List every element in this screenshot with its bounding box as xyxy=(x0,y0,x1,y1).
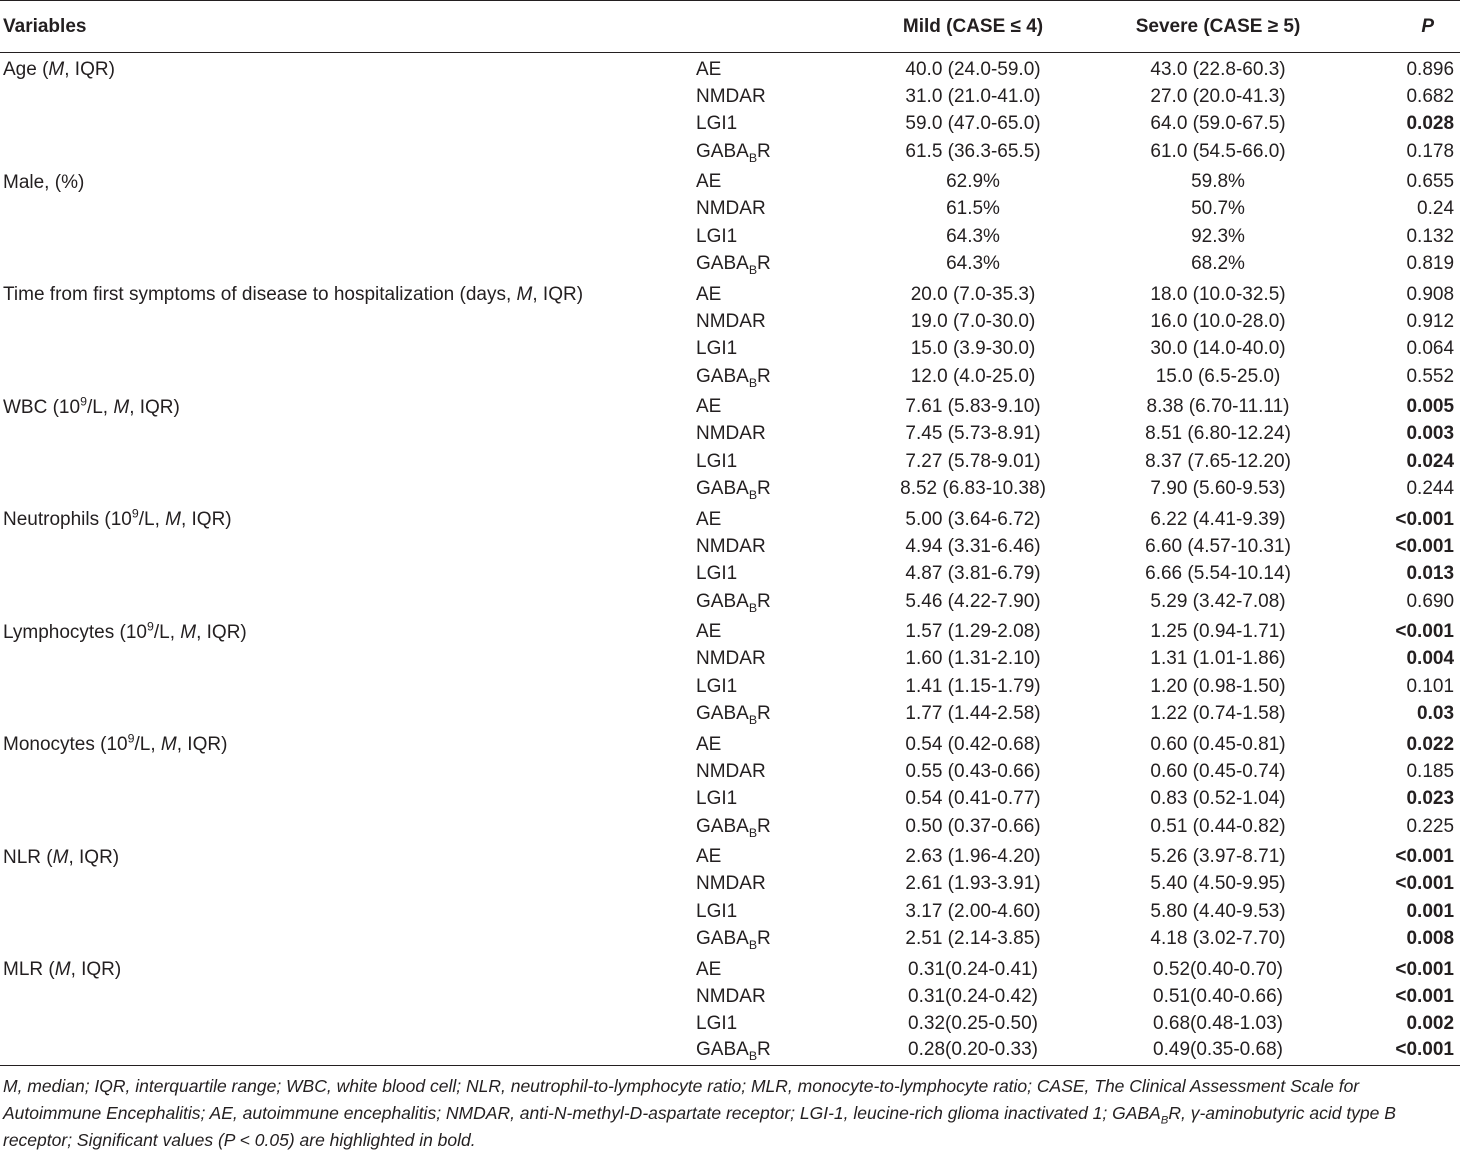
cell-group: AE xyxy=(696,621,722,642)
cell-p-value: <0.001 xyxy=(1395,958,1455,980)
cell-mild: 7.61 (5.83-9.10) xyxy=(905,396,1041,417)
cell-severe: 5.29 (3.42-7.08) xyxy=(1150,590,1286,612)
cell-mild: 5.00 (3.64-6.72) xyxy=(905,508,1041,530)
cell-severe: 6.22 (4.41-9.39) xyxy=(1150,508,1286,530)
cell-mild: 4.87 (3.81-6.79) xyxy=(905,563,1041,585)
cell-severe: 59.8% xyxy=(1191,171,1245,192)
cell-p-value: 0.178 xyxy=(1406,140,1455,162)
cell-variable xyxy=(0,898,690,926)
cell-severe: 0.52(0.40-0.70) xyxy=(1153,958,1283,980)
cell-severe: 27.0 (20.0-41.3) xyxy=(1150,85,1286,107)
table-row xyxy=(0,841,1460,871)
cell-group: AE xyxy=(696,958,722,980)
cell-variable xyxy=(0,701,690,729)
cell-group: AE xyxy=(696,508,722,530)
cell-variable xyxy=(0,363,690,391)
cell-group: $GABA_BR$ xyxy=(696,703,771,728)
cell-variable xyxy=(0,533,690,561)
table-row xyxy=(0,898,1460,926)
cell-mild: 59.0 (47.0-65.0) xyxy=(905,113,1041,135)
table-header xyxy=(0,1,1460,53)
cell-group: $GABA_BR$ xyxy=(696,928,771,953)
cell-p-value: 0.03 xyxy=(1417,703,1455,725)
cell-mild: 61.5 (36.3-65.5) xyxy=(905,140,1041,162)
cell-severe: 68.2% xyxy=(1191,253,1245,275)
cell-group: $GABA_BR$ xyxy=(690,1038,850,1066)
cell-group: AE xyxy=(696,846,722,867)
cell-p-value: 0.185 xyxy=(1406,760,1455,782)
cell-mild: 20.0 (7.0-35.3) xyxy=(910,283,1036,305)
cell-severe: 1.20 (0.98-1.50) xyxy=(1150,675,1286,697)
cell-mild: 2.63 (1.96-4.20) xyxy=(905,846,1041,867)
cell-mild: 8.52 (6.83-10.38) xyxy=(900,478,1046,500)
cell-mild: 61.5% xyxy=(946,198,1000,220)
cell-group: AE xyxy=(696,396,722,417)
cell-group: $GABA_BR$ xyxy=(696,590,771,615)
header-mild: Mild (CASE ≤ 4) xyxy=(850,1,1096,53)
cell-variable: MLR (M, IQR) xyxy=(3,959,122,980)
cell-severe: 0.83 (0.52-1.04) xyxy=(1150,788,1286,810)
cell-variable xyxy=(0,251,690,279)
cell-p-value: 0.682 xyxy=(1406,85,1455,107)
cell-group: NMDAR xyxy=(696,423,766,445)
cell-severe: 61.0 (54.5-66.0) xyxy=(1150,140,1286,162)
cell-p-value: 0.225 xyxy=(1406,815,1455,837)
table-row xyxy=(0,758,1460,786)
header-variables: Variables xyxy=(0,1,850,53)
cell-p-value: <0.001 xyxy=(1395,621,1455,642)
cell-group: NMDAR xyxy=(696,198,766,220)
cell-severe: 0.51(0.40-0.66) xyxy=(1153,985,1283,1007)
cell-group: NMDAR xyxy=(696,310,766,332)
table-row xyxy=(0,83,1460,111)
table-row xyxy=(0,1011,1460,1039)
cell-severe: 8.51 (6.80-12.24) xyxy=(1145,423,1291,445)
cell-p-value: 0.008 xyxy=(1406,928,1455,950)
table-row xyxy=(0,363,1460,391)
cell-variable: Neutrophils ($10^9/L$, M, IQR) xyxy=(3,506,232,530)
cell-mild: 19.0 (7.0-30.0) xyxy=(910,310,1036,332)
cell-variable xyxy=(0,336,690,364)
table-row xyxy=(0,533,1460,561)
table-row xyxy=(0,111,1460,139)
cell-variable: WBC ($10^9/L$, M, IQR) xyxy=(3,394,180,418)
cell-variable xyxy=(0,111,690,139)
cell-variable xyxy=(0,813,690,841)
cell-variable: Lymphocytes ($10^9/L$, M, IQR) xyxy=(3,619,247,643)
cell-mild: 0.54 (0.42-0.68) xyxy=(905,733,1041,755)
cell-p-value: 0.001 xyxy=(1406,900,1455,922)
cell-variable xyxy=(0,983,690,1011)
table-row xyxy=(0,278,1460,308)
cell-severe: 64.0 (59.0-67.5) xyxy=(1150,113,1286,135)
cell-severe: 0.51 (0.44-0.82) xyxy=(1150,815,1286,837)
cell-variable: NLR (M, IQR) xyxy=(3,846,120,868)
cell-severe: 30.0 (14.0-40.0) xyxy=(1150,338,1286,360)
cell-variable xyxy=(0,1038,690,1066)
cell-p-value: 0.819 xyxy=(1406,253,1455,275)
table-row xyxy=(0,701,1460,729)
cell-mild: 0.55 (0.43-0.66) xyxy=(905,760,1041,782)
cell-group: LGI1 xyxy=(696,675,738,697)
cell-p-value: 0.064 xyxy=(1406,338,1455,360)
cell-variable xyxy=(0,196,690,224)
cell-mild: 12.0 (4.0-25.0) xyxy=(910,365,1036,387)
cell-mild: 0.54 (0.41-0.77) xyxy=(905,788,1041,810)
table-row xyxy=(0,1038,1460,1066)
cell-mild: 2.51 (2.14-3.85) xyxy=(905,928,1041,950)
cell-group: LGI1 xyxy=(696,788,738,810)
cell-severe: 18.0 (10.0-32.5) xyxy=(1150,283,1286,305)
cell-severe: 50.7% xyxy=(1191,198,1245,220)
cell-mild: 1.57 (1.29-2.08) xyxy=(905,621,1041,642)
cell-severe: 0.60 (0.45-0.74) xyxy=(1150,760,1286,782)
cell-mild: 64.3% xyxy=(946,253,1000,275)
table-row xyxy=(0,616,1460,646)
cell-p-value: 0.552 xyxy=(1406,365,1455,387)
cell-mild: 0.31(0.24-0.41) xyxy=(908,958,1038,980)
cell-mild: 1.60 (1.31-2.10) xyxy=(905,648,1041,670)
cell-group: LGI1 xyxy=(696,450,738,472)
cell-variable: Time from first symptoms of disease to hospitalization (days, M, IQR) xyxy=(3,284,584,305)
table-row xyxy=(0,673,1460,701)
cell-group: LGI1 xyxy=(696,225,738,247)
cell-group: AE xyxy=(696,733,722,755)
cell-p-value: 0.013 xyxy=(1406,563,1455,585)
cell-mild: 64.3% xyxy=(946,225,1000,247)
cell-variable: Male, (%) xyxy=(3,171,85,193)
cell-p-value: 0.002 xyxy=(1406,1013,1455,1035)
cell-variable xyxy=(0,561,690,589)
cell-variable xyxy=(0,646,690,674)
cell-severe: 16.0 (10.0-28.0) xyxy=(1150,310,1286,332)
cell-severe: 0.49(0.35-0.68) xyxy=(1096,1038,1340,1066)
cell-variable xyxy=(0,673,690,701)
header-p: P xyxy=(1340,1,1460,53)
cell-mild: 0.50 (0.37-0.66) xyxy=(905,815,1041,837)
cell-group: LGI1 xyxy=(696,338,738,360)
cell-severe: 4.18 (3.02-7.70) xyxy=(1150,928,1286,950)
cell-mild: 31.0 (21.0-41.0) xyxy=(905,85,1041,107)
cell-p-value: <0.001 xyxy=(1395,508,1455,530)
cell-severe: 1.25 (0.94-1.71) xyxy=(1150,621,1286,642)
cell-severe: 6.66 (5.54-10.14) xyxy=(1145,563,1291,585)
cell-mild: 7.27 (5.78-9.01) xyxy=(905,450,1041,472)
cell-p-value: 0.908 xyxy=(1406,283,1455,305)
cell-p-value: 0.244 xyxy=(1406,478,1455,500)
cell-p-value: 0.003 xyxy=(1406,423,1455,445)
cell-group: $GABA_BR$ xyxy=(696,365,771,390)
table-row xyxy=(0,421,1460,449)
table-row xyxy=(0,813,1460,841)
cell-p-value: <0.001 xyxy=(1395,846,1455,867)
header-row xyxy=(0,1,1460,53)
cell-variable: Monocytes ($10^9/L$, M, IQR) xyxy=(3,731,228,755)
cell-severe: 5.40 (4.50-9.95) xyxy=(1150,873,1286,895)
cell-variable xyxy=(0,308,690,336)
cell-variable xyxy=(0,138,690,166)
table-row xyxy=(0,448,1460,476)
cell-group: LGI1 xyxy=(696,113,738,135)
table-row xyxy=(0,926,1460,954)
cell-p-value: 0.023 xyxy=(1406,788,1455,810)
cell-variable xyxy=(0,871,690,899)
cell-variable xyxy=(0,926,690,954)
cell-severe: 7.90 (5.60-9.53) xyxy=(1150,478,1286,500)
cell-severe: 8.37 (7.65-12.20) xyxy=(1145,450,1291,472)
cell-mild: 40.0 (24.0-59.0) xyxy=(905,58,1041,80)
cell-group: NMDAR xyxy=(696,648,766,670)
cell-group: AE xyxy=(696,171,722,192)
cell-p-value: 0.004 xyxy=(1406,648,1455,670)
cell-mild: 3.17 (2.00-4.60) xyxy=(905,900,1041,922)
cell-group: NMDAR xyxy=(696,535,766,557)
cell-p-value: 0.24 xyxy=(1417,198,1455,220)
table-row xyxy=(0,476,1460,504)
table-row xyxy=(0,391,1460,421)
cell-group: NMDAR xyxy=(696,85,766,107)
cell-group: LGI1 xyxy=(696,563,738,585)
cell-mild: 1.41 (1.15-1.79) xyxy=(905,675,1041,697)
table-row xyxy=(0,561,1460,589)
cell-mild: 0.31(0.24-0.42) xyxy=(908,985,1038,1007)
cell-group: $GABA_BR$ xyxy=(696,815,771,840)
cell-p-value: 0.896 xyxy=(1406,58,1455,80)
cell-severe: 1.31 (1.01-1.86) xyxy=(1150,648,1286,670)
cell-p-value: 0.005 xyxy=(1406,396,1455,417)
cell-severe: 5.26 (3.97-8.71) xyxy=(1150,846,1286,867)
header-severe: Severe (CASE ≥ 5) xyxy=(1096,1,1340,53)
cell-mild: 62.9% xyxy=(946,171,1000,192)
cell-severe: 6.60 (4.57-10.31) xyxy=(1145,535,1291,557)
cell-group: $GABA_BR$ xyxy=(696,140,771,165)
cell-severe: 43.0 (22.8-60.3) xyxy=(1150,58,1286,80)
cell-mild: 0.28(0.20-0.33) xyxy=(850,1038,1096,1066)
cell-mild: 5.46 (4.22-7.90) xyxy=(905,590,1041,612)
cell-variable xyxy=(0,421,690,449)
cell-group: NMDAR xyxy=(696,985,766,1007)
cell-group: LGI1 xyxy=(696,1013,738,1035)
cell-severe: 15.0 (6.5-25.0) xyxy=(1155,365,1281,387)
cell-variable xyxy=(0,83,690,111)
table-row xyxy=(0,138,1460,166)
cell-mild: 1.77 (1.44-2.58) xyxy=(905,703,1041,725)
cell-p-value: 0.655 xyxy=(1406,171,1455,192)
cell-group: LGI1 xyxy=(696,900,738,922)
cell-group: NMDAR xyxy=(696,760,766,782)
table-body xyxy=(0,53,1460,1066)
cell-mild: 15.0 (3.9-30.0) xyxy=(910,338,1036,360)
cell-variable xyxy=(0,786,690,814)
cell-variable xyxy=(0,448,690,476)
cell-p-value: 0.022 xyxy=(1406,733,1455,755)
table-row xyxy=(0,223,1460,251)
cell-mild: 0.32(0.25-0.50) xyxy=(908,1013,1038,1035)
table-row xyxy=(0,251,1460,279)
cell-variable xyxy=(0,223,690,251)
table-row xyxy=(0,646,1460,674)
cell-p-value: 0.101 xyxy=(1406,675,1455,697)
cell-severe: 0.60 (0.45-0.81) xyxy=(1150,733,1286,755)
cell-severe: 0.68(0.48-1.03) xyxy=(1153,1013,1283,1035)
cell-group: $GABA_BR$ xyxy=(696,253,771,278)
table-row xyxy=(0,503,1460,533)
table-row xyxy=(0,588,1460,616)
cell-group: AE xyxy=(696,283,722,305)
cell-severe: 1.22 (0.74-1.58) xyxy=(1150,703,1286,725)
cell-mild: 2.61 (1.93-3.91) xyxy=(905,873,1041,895)
table-row xyxy=(0,166,1460,196)
cell-variable xyxy=(0,588,690,616)
cell-variable xyxy=(0,1011,690,1039)
cell-severe: 8.38 (6.70-11.11) xyxy=(1146,396,1290,417)
cell-p-value: 0.132 xyxy=(1406,225,1455,247)
cell-p-value: <0.001 xyxy=(1395,535,1455,557)
table-footnote: M, median; IQR, interquartile range; WBC, white blood cell; NLR, neutrophil-to-lymphocyte ratio; MLR, monocyte-to-lymphocyte ratio; CASE, The Clinical Assessment Scale for Autoimmune Encephalitis; AE, autoimmune encephalitis; NMDAR, anti-N-methyl-D-aspartate receptor; LGI-1, leucine-rich glioma inactivated 1; $GABA_BR$, γ-aminobutyric acid type B receptor; Significant values (P < 0.05) are highlighted in bold. xyxy=(3,1076,1396,1150)
table-row xyxy=(0,53,1460,84)
table-row xyxy=(0,786,1460,814)
cell-severe: 92.3% xyxy=(1191,225,1245,247)
table-row xyxy=(0,983,1460,1011)
cell-mild: 4.94 (3.31-6.46) xyxy=(905,535,1041,557)
cell-p-value: 0.690 xyxy=(1406,590,1455,612)
table-row xyxy=(0,953,1460,983)
cell-variable: Age (M, IQR) xyxy=(3,59,115,80)
cell-p-value: <0.001 xyxy=(1395,873,1455,895)
table-row xyxy=(0,728,1460,758)
cell-p-value: <0.001 xyxy=(1340,1038,1460,1066)
table-row xyxy=(0,336,1460,364)
cell-variable xyxy=(0,476,690,504)
cell-p-value: 0.024 xyxy=(1406,450,1455,472)
cell-group: NMDAR xyxy=(696,873,766,895)
cell-variable xyxy=(0,758,690,786)
cell-p-value: <0.001 xyxy=(1395,985,1455,1007)
cell-p-value: 0.912 xyxy=(1406,310,1455,332)
table-row xyxy=(0,196,1460,224)
cell-mild: 7.45 (5.73-8.91) xyxy=(905,423,1041,445)
cell-group: AE xyxy=(696,58,722,80)
cell-p-value: 0.028 xyxy=(1406,113,1455,135)
table-row xyxy=(0,871,1460,899)
cell-severe: 5.80 (4.40-9.53) xyxy=(1150,900,1286,922)
cell-group: $GABA_BR$ xyxy=(696,478,771,503)
table-row xyxy=(0,308,1460,336)
